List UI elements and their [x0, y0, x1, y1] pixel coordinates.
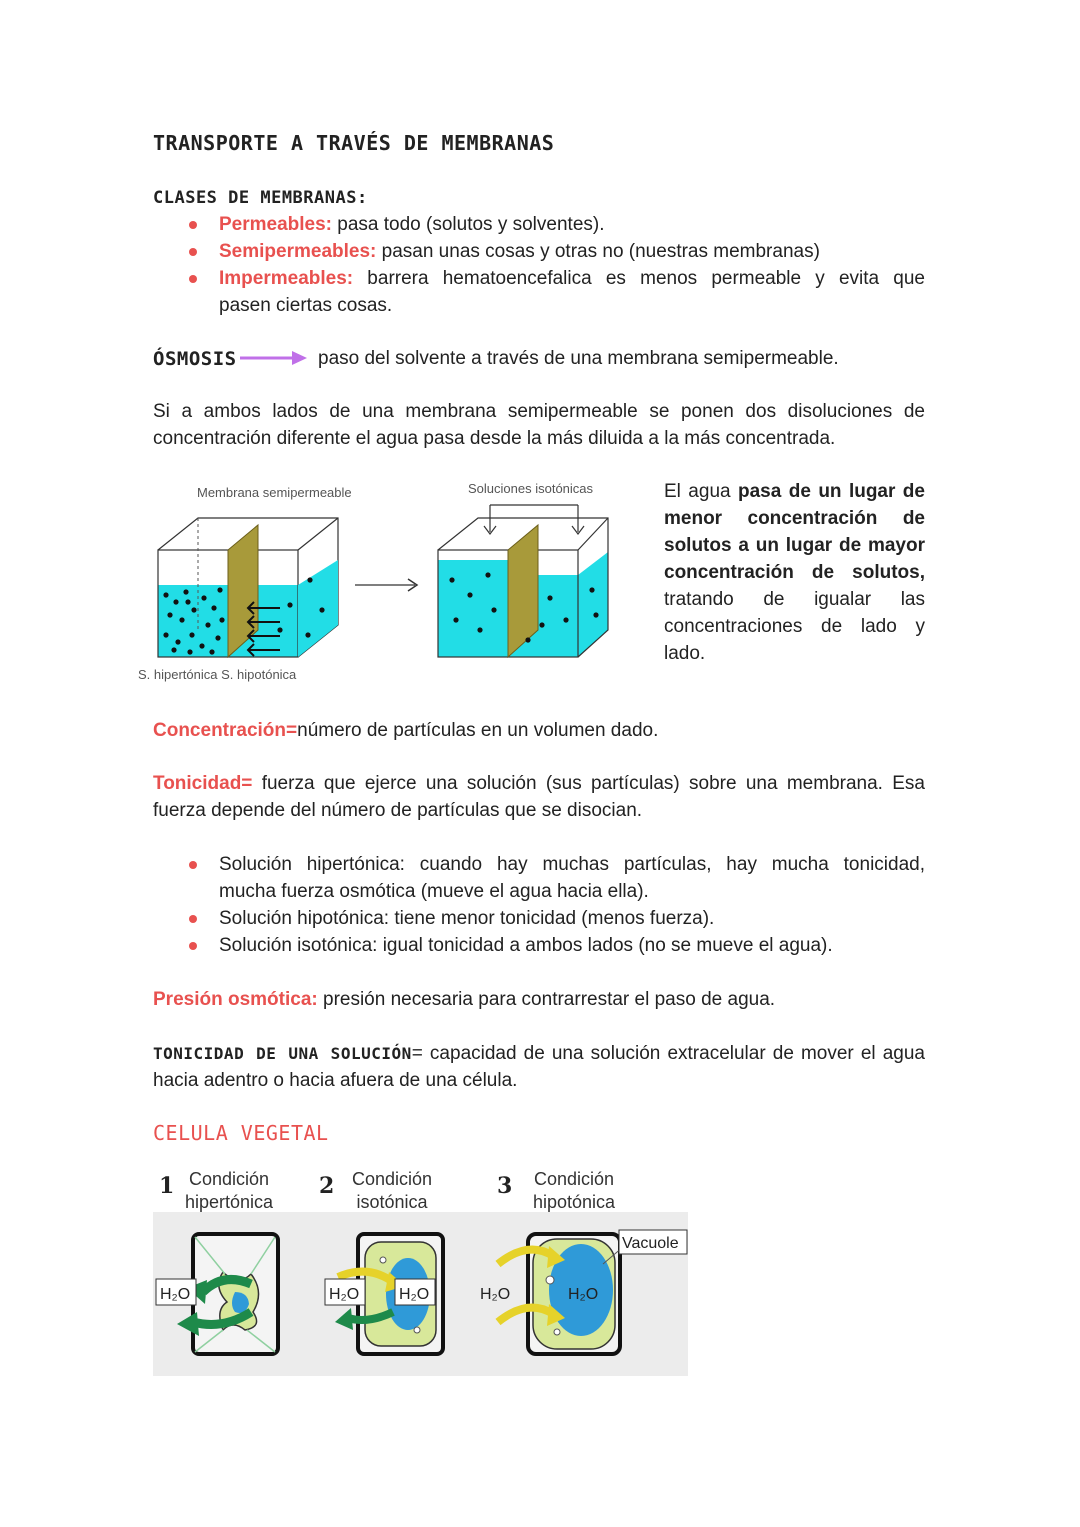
h2o-label-1: H₂O — [160, 1286, 191, 1303]
h2o-label-4: H₂O — [480, 1286, 511, 1303]
term-impermeables: Impermeables: — [219, 268, 354, 289]
tonicidad-solucion — [153, 1040, 925, 1094]
left-box — [158, 518, 338, 657]
text-semipermeables: pasan unas cosas y otras no (nuestras membranas) — [376, 241, 820, 262]
side-l6: concentraciones de lado y — [664, 616, 925, 637]
plant-cells-svg — [153, 1212, 688, 1376]
side-l4: concentración de solutos, — [664, 562, 925, 583]
list-item — [153, 905, 925, 932]
text-impermeables: barrera hematoencefalica es menos permeable y evita que — [353, 268, 925, 289]
h2o-label-5: H₂O — [568, 1286, 599, 1303]
side-l5: tratando de igualar las — [664, 589, 925, 610]
transition-arrow-icon — [355, 579, 417, 591]
side-l2: menor concentración de — [664, 508, 925, 529]
panel-3-number: 3 — [497, 1173, 513, 1199]
osmosis-paragraph-line1: Si a ambos lados de una membrana semipermeable se ponen dos disoluciones de — [153, 401, 925, 422]
vacuole-label: Vacuole — [622, 1235, 679, 1252]
term-presion: Presión osmótica: — [153, 989, 318, 1010]
side-l1b: pasa de un lugar de — [738, 481, 925, 502]
tonicidad-line1: fuerza que ejerce una solución (sus partículas) sobre una membrana. Esa — [252, 773, 925, 794]
concentracion-def — [153, 717, 658, 744]
arrow-right-icon — [240, 350, 308, 366]
text-concentracion: número de partículas en un volumen dado. — [297, 720, 659, 741]
panel-1-l1: Condición — [189, 1169, 270, 1189]
term-tonicidad-solucion: TONICIDAD DE UNA SOLUCIÓN — [153, 1044, 412, 1063]
list-item — [153, 851, 925, 905]
right-box — [438, 505, 608, 657]
panel-1-caption — [185, 1168, 273, 1214]
term-concentracion: Concentración= — [153, 720, 298, 741]
plant-cell-figure — [153, 1165, 688, 1377]
tonicidad-line2: fuerza depende del número de partículas que se disocian. — [153, 800, 643, 821]
text-permeables: pasa todo (solutos y solventes). — [332, 214, 605, 235]
panel-2-caption — [352, 1168, 432, 1214]
term-semipermeables: Semipermeables: — [219, 241, 377, 262]
label-hyper-hypo — [138, 667, 296, 682]
panel-2-number: 2 — [319, 1173, 335, 1199]
text-presion: presión necesaria para contrarrestar el paso de agua. — [317, 989, 776, 1010]
panel-3-caption — [533, 1168, 615, 1214]
label-hipotonica: S. hipotónica — [221, 667, 297, 682]
label-isotonicas: Soluciones isotónicas — [468, 481, 594, 496]
h2o-label-3: H₂O — [399, 1286, 430, 1303]
clases-heading: CLASES DE MEMBRANAS: — [153, 188, 368, 208]
label-membrana: Membrana semipermeable — [197, 485, 352, 500]
side-text — [664, 478, 925, 667]
osmosis-diagram — [130, 470, 630, 690]
sol-hiper-line2: mucha fuerza osmótica (mueve el agua hacia ella). — [219, 881, 649, 902]
osmosis-label: ÓSMOSIS — [153, 348, 237, 370]
panel-1-number: 1 — [159, 1173, 175, 1199]
panel-2-l1: Condición — [352, 1169, 433, 1189]
side-l3: solutos a un lugar de mayor — [664, 535, 925, 556]
list-item — [153, 265, 925, 319]
list-item — [153, 932, 925, 959]
panel-2-l2: isotónica — [356, 1192, 428, 1212]
osmosis-paragraph-line2: concentración diferente el agua pasa desde la más diluida a la más concentrada. — [153, 428, 836, 449]
side-l7: lado. — [664, 643, 706, 664]
sol-hipo: Solución hipotónica: tiene menor tonicidad (menos fuerza). — [219, 908, 715, 929]
osmosis-boxes-svg — [130, 470, 630, 670]
term-permeables: Permeables: — [219, 214, 333, 235]
text-impermeables-cont: pasen ciertas cosas. — [219, 295, 393, 316]
term-tonicidad: Tonicidad= — [153, 773, 253, 794]
page-title: TRANSPORTE A TRAVÉS DE MEMBRANAS — [153, 131, 555, 155]
tonicidad-solucion-line2: hacia adentro o hacia afuera de una célula. — [153, 1070, 518, 1091]
sol-iso: Solución isotónica: igual tonicidad a ambos lados (no se mueve el agua). — [219, 935, 833, 956]
soluciones-list — [153, 851, 925, 959]
celula-heading: CELULA VEGETAL — [153, 1121, 329, 1145]
osmosis-definition: paso del solvente a través de una membrana semipermeable. — [318, 348, 839, 369]
panel-1-l2: hipertónica — [185, 1192, 274, 1212]
panel-3-l2: hipotónica — [533, 1192, 616, 1212]
side-l1a: El agua — [664, 481, 738, 502]
tonicidad-def — [153, 770, 925, 824]
label-hipertonica: S. hipertónica — [138, 667, 218, 682]
presion-def — [153, 986, 775, 1013]
panel-3-l1: Condición — [534, 1169, 615, 1189]
sol-hiper-line1: Solución hipertónica: cuando hay muchas partículas, hay mucha tonicidad, — [219, 854, 925, 875]
list-item — [153, 211, 925, 238]
clases-list — [153, 211, 925, 319]
list-item — [153, 238, 925, 265]
h2o-label-2: H₂O — [329, 1286, 360, 1303]
tonicidad-solucion-line1: = capacidad de una solución extracelular de mover el agua — [411, 1043, 925, 1064]
